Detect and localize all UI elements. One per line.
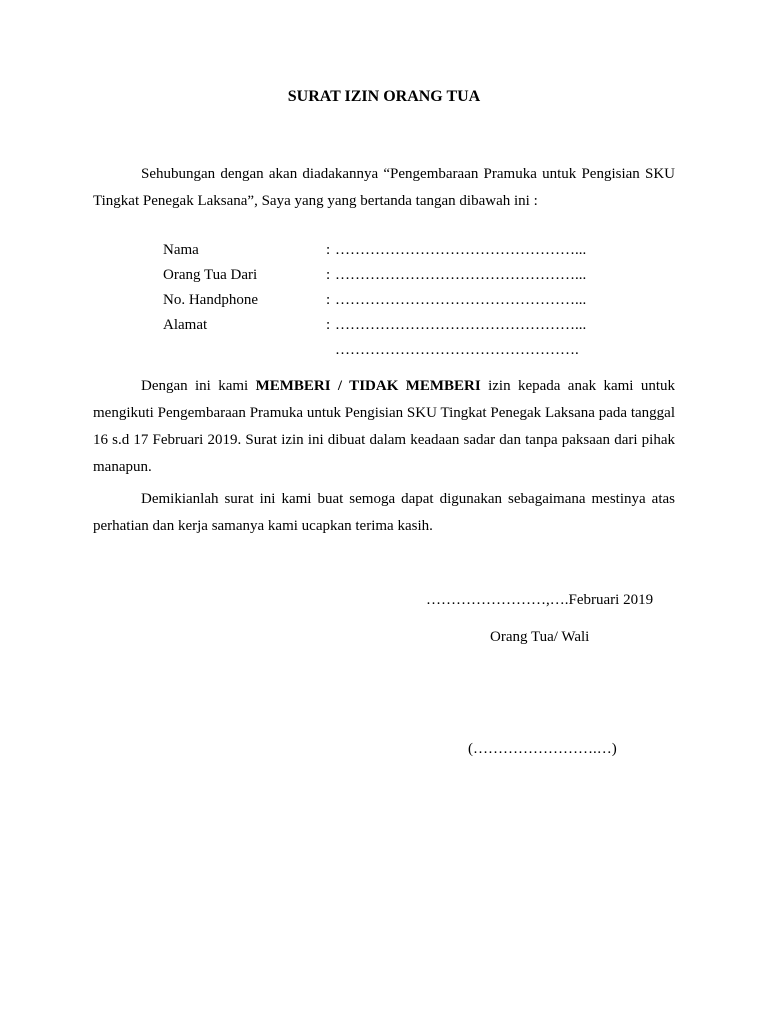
field-colon: :: [326, 292, 331, 308]
permission-choice: MEMBERI / TIDAK MEMBERI: [255, 378, 481, 394]
closing-text: Demikianlah surat ini kami buat semoga dapat digunakan sebagaimana mestinya atas perhatian dan kerja samanya kami ucapkan terima kasih.: [93, 491, 675, 534]
date-line: ……………………,….Februari 2019: [426, 592, 654, 608]
field-row-no-handphone: [163, 288, 593, 313]
address-continuation-row: [163, 338, 593, 363]
field-label: No. Handphone: [163, 292, 258, 308]
field-blank: …………………………………………...: [335, 242, 587, 258]
signature-line: (…………………….…): [468, 741, 617, 757]
intro-text: Sehubungan dengan akan diadakannya “Pengembaraan Pramuka untuk Pengisian SKU Tingkat Penegak Laksana”, Saya yang yang bertanda tangan dibawah ini :: [93, 166, 675, 209]
field-label: Nama: [163, 242, 199, 258]
closing-paragraph: [93, 486, 675, 540]
intro-paragraph: [93, 161, 675, 215]
field-colon: :: [326, 317, 331, 333]
field-blank: …………………………………………...: [335, 267, 587, 283]
document-title: SURAT IZIN ORANG TUA: [287, 88, 481, 105]
permission-text-before: Dengan ini kami: [141, 378, 256, 394]
field-row-nama: [163, 238, 593, 263]
field-row-orang-tua-dari: [163, 263, 593, 288]
signer-title: Orang Tua/ Wali: [490, 629, 590, 645]
permission-paragraph: [93, 373, 675, 481]
field-blank: …………………………………………...: [335, 292, 587, 308]
field-blank: …………………………………………...: [335, 317, 587, 333]
permission-text-after: izin kepada anak kami untuk mengikuti Pengembaraan Pramuka untuk Pengisian SKU Tingkat Penegak Laksana pada tanggal 16 s.d 17 Februari 2019. Surat izin ini dibuat dalam keadaan sadar dan tanpa paksaan dari pihak manapun.: [93, 378, 675, 475]
address-extra-blank: ………………………………………….: [335, 342, 579, 358]
identity-fields: [163, 238, 593, 363]
field-label: Alamat: [163, 317, 208, 333]
field-colon: :: [326, 267, 331, 283]
field-row-alamat: [163, 313, 593, 338]
field-label: Orang Tua Dari: [163, 267, 258, 283]
field-colon: :: [326, 242, 331, 258]
